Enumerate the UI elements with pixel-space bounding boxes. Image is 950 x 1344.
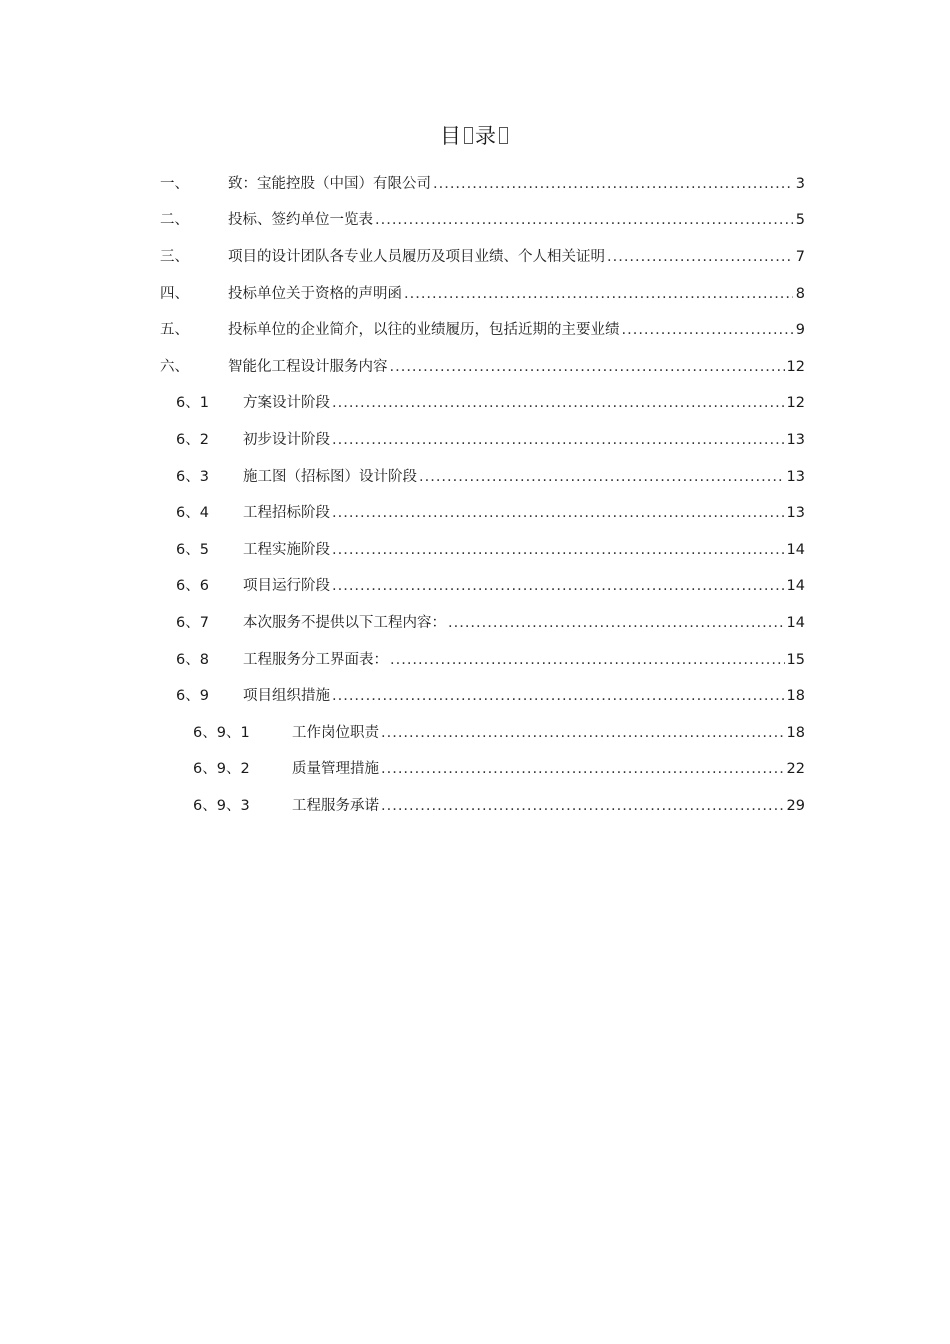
toc-entry-title: 投标单位关于资格的声明函 bbox=[228, 285, 402, 302]
toc-entry-title: 施工图（招标图）设计阶段 bbox=[243, 468, 417, 485]
toc-entry-body bbox=[243, 428, 805, 449]
toc-entry[interactable] bbox=[0, 237, 950, 274]
toc-entry-body bbox=[243, 611, 805, 632]
toc-entry[interactable] bbox=[0, 713, 950, 750]
toc-entry-title: 工程服务分工界面表： bbox=[243, 651, 388, 668]
toc-entry[interactable] bbox=[0, 640, 950, 677]
toc-entry-title: 投标单位的企业简介，以往的业绩履历，包括近期的主要业绩 bbox=[228, 322, 620, 339]
toc-entry-page: 13 bbox=[786, 431, 805, 448]
toc-entry-body bbox=[228, 172, 805, 193]
toc-entry-title: 质量管理措施 bbox=[292, 761, 379, 778]
toc-entry-title: 本次服务不提供以下工程内容： bbox=[243, 614, 446, 631]
toc-entry-number: 6、3 bbox=[176, 468, 209, 485]
toc-entry-title: 方案设计阶段 bbox=[243, 395, 330, 412]
toc-entry-page: 18 bbox=[786, 688, 805, 705]
toc-entry-body bbox=[243, 648, 805, 669]
toc-entry-body bbox=[228, 208, 805, 229]
toc-entry-body bbox=[243, 684, 805, 705]
toc-entry-number: 6、9、1 bbox=[193, 724, 250, 741]
toc-entry-body bbox=[228, 282, 805, 303]
toc-entry-title: 投标、签约单位一览表 bbox=[228, 212, 373, 229]
toc-entry-title: 致：宝能控股（中国）有限公司 bbox=[228, 175, 431, 192]
toc-entry-number: 6、9、2 bbox=[193, 761, 250, 778]
toc-entry-page: 15 bbox=[786, 651, 805, 668]
missing-glyph-icon bbox=[499, 127, 508, 144]
toc-entry-page: 8 bbox=[795, 285, 805, 302]
toc-leader-dots bbox=[381, 798, 785, 814]
toc-entry-page: 14 bbox=[786, 614, 805, 631]
toc-entry-body bbox=[292, 721, 805, 742]
toc-leader-dots bbox=[332, 505, 785, 521]
toc-entry-title: 工程实施阶段 bbox=[243, 541, 330, 558]
toc-entry-number: 6、1 bbox=[176, 395, 209, 412]
missing-glyph-icon bbox=[464, 127, 473, 144]
toc-entry[interactable] bbox=[0, 420, 950, 457]
toc-entry-page: 13 bbox=[786, 468, 805, 485]
toc-entry-number: 三、 bbox=[160, 248, 189, 265]
toc-entry[interactable] bbox=[0, 274, 950, 311]
toc-leader-dots bbox=[332, 432, 785, 448]
toc-entry[interactable] bbox=[0, 310, 950, 347]
toc-entry-page: 22 bbox=[786, 761, 805, 778]
toc-entry-title: 工作岗位职责 bbox=[292, 724, 379, 741]
toc-leader-dots bbox=[332, 395, 785, 411]
toc-entry-page: 7 bbox=[795, 248, 805, 265]
toc-entry-title: 初步设计阶段 bbox=[243, 431, 330, 448]
toc-leader-dots bbox=[390, 652, 785, 668]
toc-leader-dots bbox=[448, 615, 785, 631]
toc-leader-dots bbox=[375, 212, 793, 228]
toc-leader-dots bbox=[433, 176, 793, 192]
toc-entry-body bbox=[243, 574, 805, 595]
toc-leader-dots bbox=[381, 761, 785, 777]
toc-leader-dots bbox=[622, 322, 794, 338]
toc-entry-page: 13 bbox=[786, 505, 805, 522]
toc-entry-number: 五、 bbox=[160, 322, 189, 339]
toc-entry-number: 6、2 bbox=[176, 431, 209, 448]
toc-entry-number: 6、9、3 bbox=[193, 797, 250, 814]
toc-entry-body bbox=[243, 465, 805, 486]
toc-leader-dots bbox=[332, 688, 785, 704]
toc-entry-page: 12 bbox=[786, 395, 805, 412]
toc-entry-title: 工程招标阶段 bbox=[243, 505, 330, 522]
toc-entry-body bbox=[228, 318, 805, 339]
toc-leader-dots bbox=[381, 725, 785, 741]
toc-entry-page: 14 bbox=[786, 541, 805, 558]
toc-entry[interactable] bbox=[0, 676, 950, 713]
toc-entry-body bbox=[228, 245, 805, 266]
toc-entry-page: 5 bbox=[795, 212, 805, 229]
toc-entry-title: 项目组织措施 bbox=[243, 688, 330, 705]
toc-entry-title: 智能化工程设计服务内容 bbox=[228, 358, 388, 375]
toc-entry[interactable] bbox=[0, 530, 950, 567]
toc-entry-number: 6、9 bbox=[176, 688, 209, 705]
toc-title-char-1: 目 bbox=[440, 124, 462, 148]
toc-entry[interactable] bbox=[0, 164, 950, 201]
toc-entry-number: 6、6 bbox=[176, 578, 209, 595]
toc-entry-number: 6、5 bbox=[176, 541, 209, 558]
toc-leader-dots bbox=[419, 469, 785, 485]
toc-entry-body bbox=[292, 757, 805, 778]
toc-entry-body bbox=[292, 794, 805, 815]
toc-entry-page: 29 bbox=[786, 797, 805, 814]
toc-entry-number: 六、 bbox=[160, 358, 189, 375]
toc-entry-number: 四、 bbox=[160, 285, 189, 302]
toc-entry-body bbox=[243, 391, 805, 412]
toc-entry[interactable] bbox=[0, 603, 950, 640]
toc-entry-number: 6、8 bbox=[176, 651, 209, 668]
toc-list bbox=[0, 164, 950, 823]
toc-leader-dots bbox=[607, 249, 793, 265]
toc-entry-body bbox=[228, 355, 805, 376]
toc-leader-dots bbox=[332, 578, 785, 594]
toc-title bbox=[0, 120, 950, 150]
toc-leader-dots bbox=[404, 286, 793, 302]
toc-entry-title: 项目运行阶段 bbox=[243, 578, 330, 595]
toc-entry-number: 二、 bbox=[160, 212, 189, 229]
toc-entry-number: 一、 bbox=[160, 175, 189, 192]
toc-entry-page: 3 bbox=[795, 175, 805, 192]
toc-entry-number: 6、7 bbox=[176, 614, 209, 631]
toc-entry-body bbox=[243, 538, 805, 559]
toc-entry-number: 6、4 bbox=[176, 505, 209, 522]
toc-entry[interactable] bbox=[0, 786, 950, 823]
toc-title-char-2: 录 bbox=[475, 124, 497, 148]
toc-entry-title: 项目的设计团队各专业人员履历及项目业绩、个人相关证明 bbox=[228, 248, 605, 265]
toc-leader-dots bbox=[390, 359, 785, 375]
toc-entry[interactable] bbox=[0, 750, 950, 787]
toc-entry[interactable] bbox=[0, 493, 950, 530]
toc-leader-dots bbox=[332, 542, 785, 558]
toc-entry[interactable] bbox=[0, 457, 950, 494]
toc-entry[interactable] bbox=[0, 347, 950, 384]
toc-entry-page: 18 bbox=[786, 724, 805, 741]
toc-entry-page: 9 bbox=[795, 322, 805, 339]
toc-entry-page: 14 bbox=[786, 578, 805, 595]
toc-entry-title: 工程服务承诺 bbox=[292, 797, 379, 814]
toc-entry-body bbox=[243, 501, 805, 522]
toc-entry[interactable] bbox=[0, 384, 950, 421]
toc-entry[interactable] bbox=[0, 201, 950, 238]
toc-entry[interactable] bbox=[0, 567, 950, 604]
toc-entry-page: 12 bbox=[786, 358, 805, 375]
